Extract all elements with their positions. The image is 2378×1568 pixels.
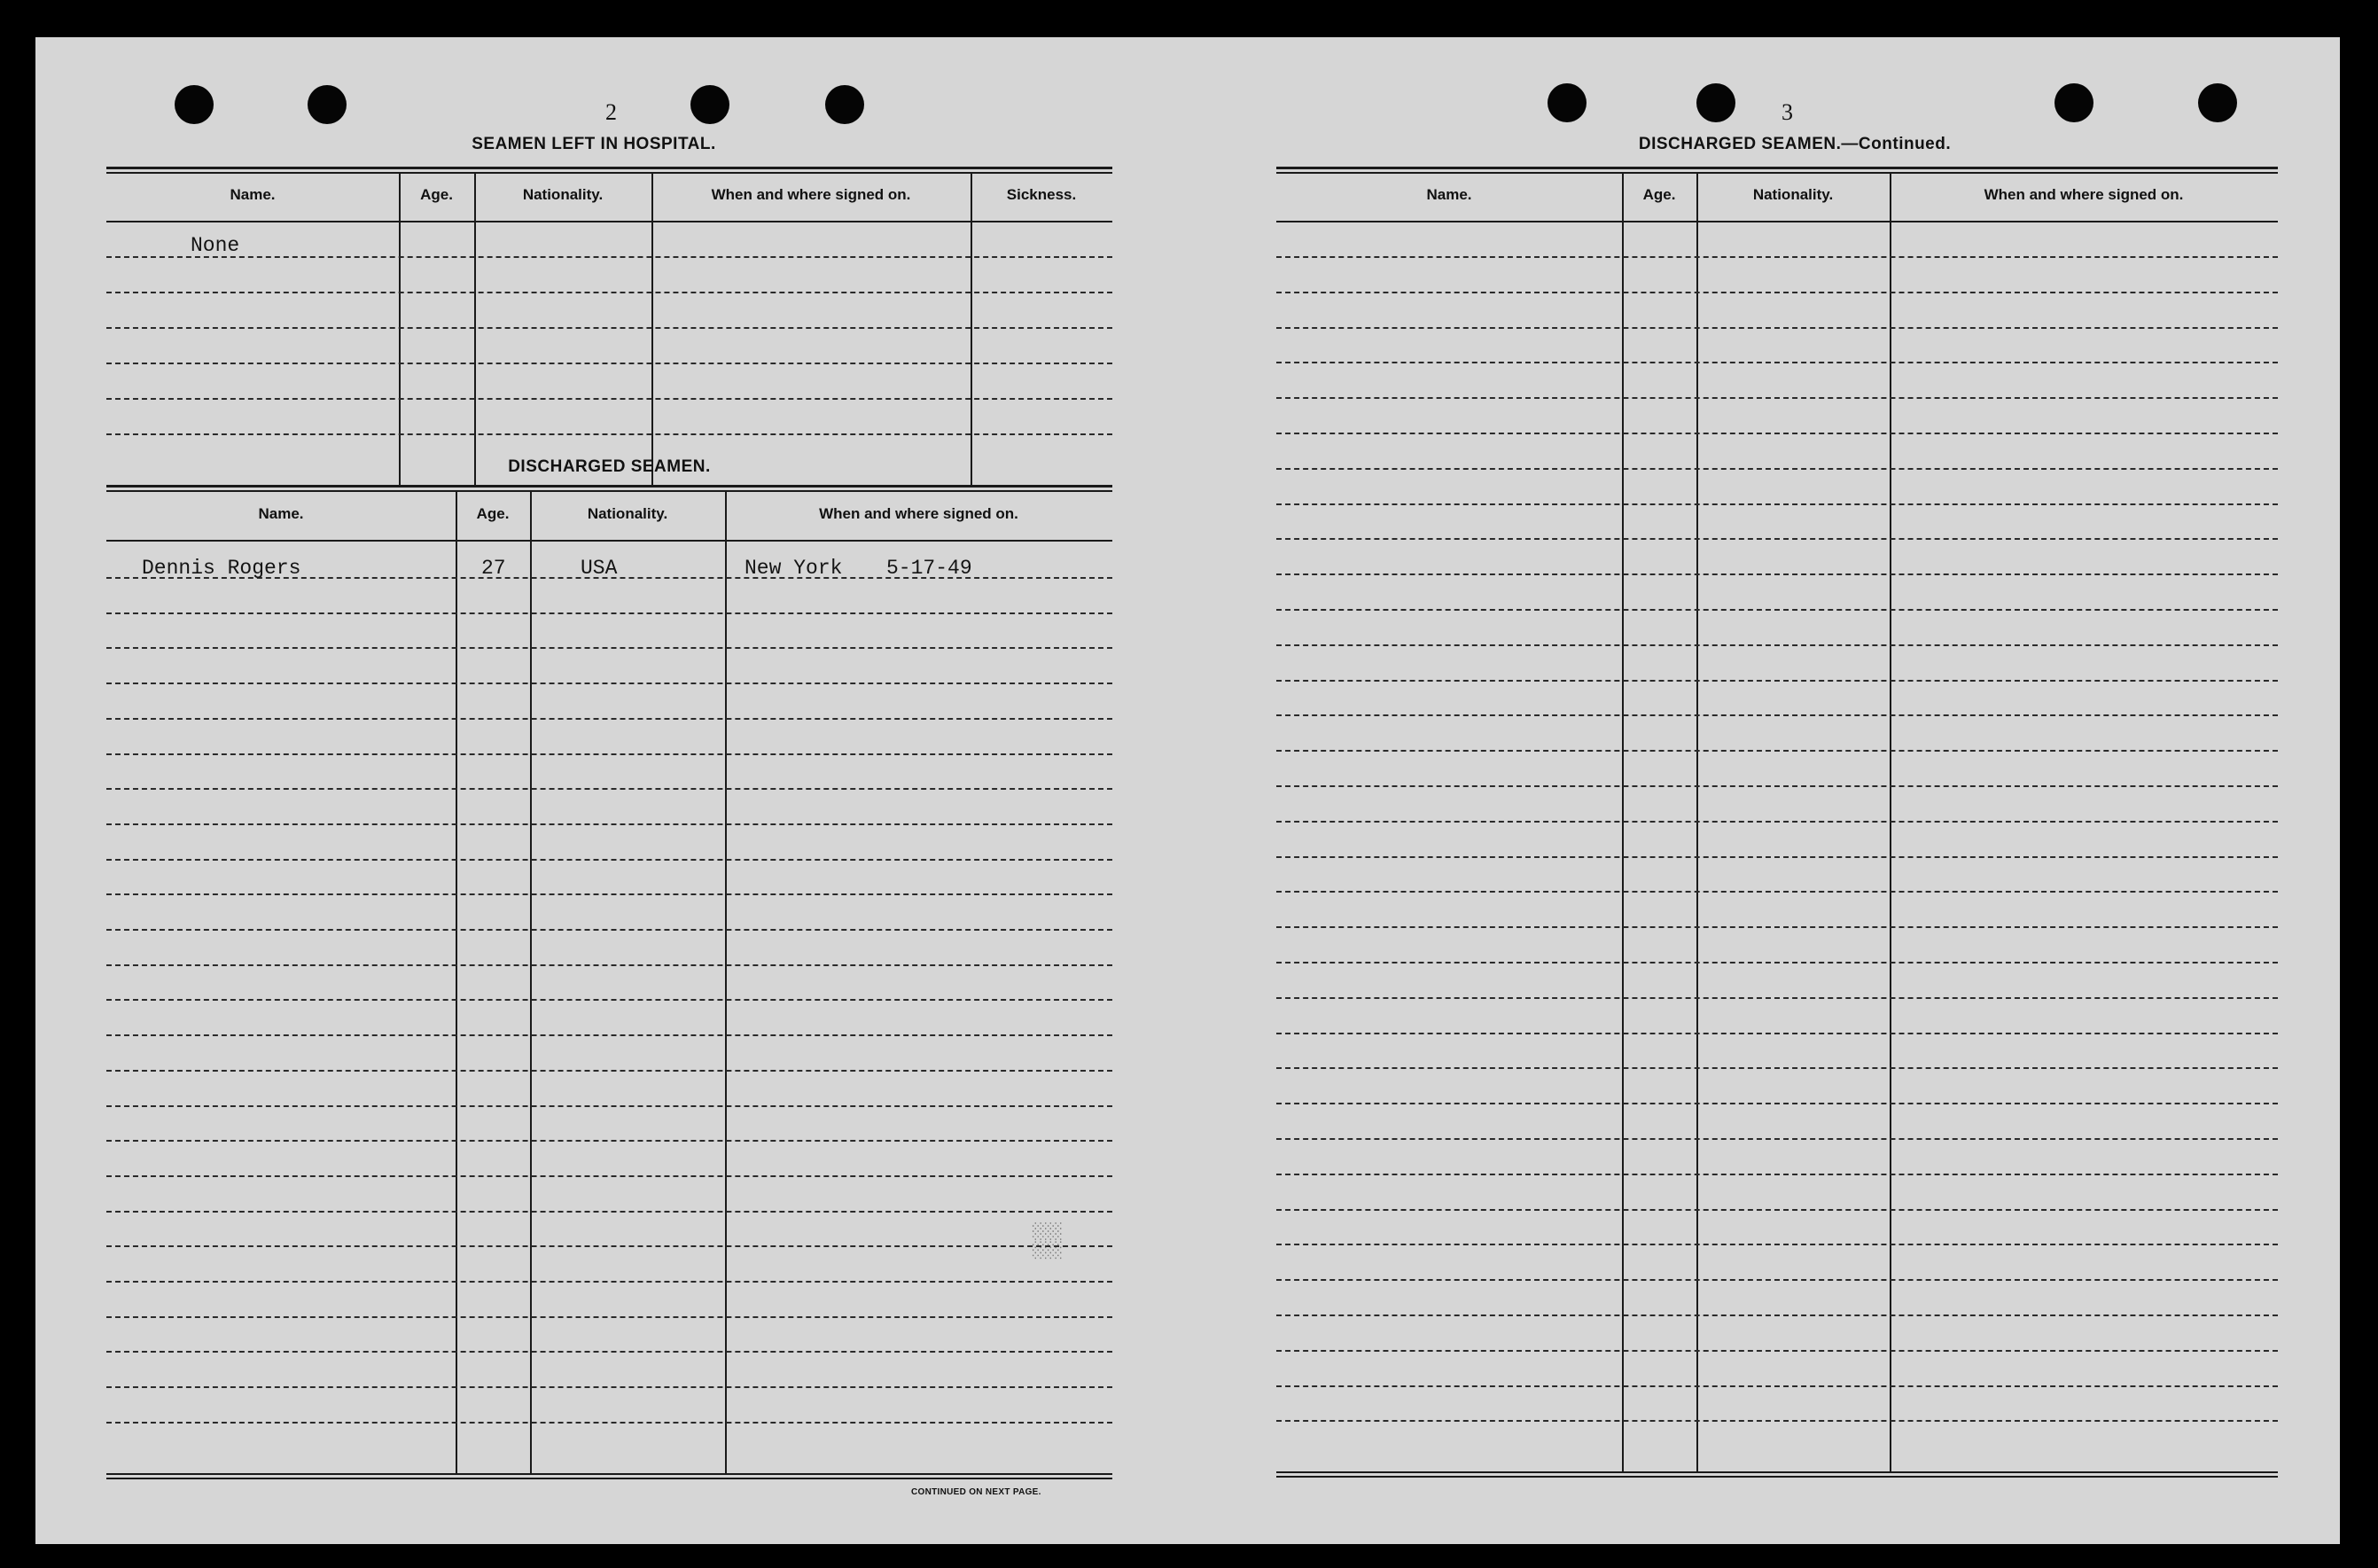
ruled-line	[106, 893, 1112, 895]
ruled-line	[1276, 1350, 2278, 1352]
table-top-rule	[106, 167, 1112, 169]
column-header-age: Age.	[420, 186, 453, 203]
column-header-signed-on: When and where signed on.	[1984, 186, 2184, 203]
ruled-line	[1276, 1033, 2278, 1034]
ruled-line	[106, 612, 1112, 614]
ruled-line	[1276, 714, 2278, 716]
ruled-line	[1276, 1244, 2278, 1245]
table-top-rule	[1276, 167, 2278, 169]
ruled-line	[1276, 1209, 2278, 1211]
table-bottom-rule	[1276, 1471, 2278, 1473]
ruled-line	[1276, 644, 2278, 646]
column-header-age: Age.	[476, 505, 510, 522]
ruled-line	[1276, 573, 2278, 575]
right-page	[1223, 37, 2340, 1544]
ruled-line	[106, 1105, 1112, 1107]
ruled-line	[1276, 609, 2278, 611]
ruled-line	[1276, 1103, 2278, 1104]
ruled-line	[106, 683, 1112, 684]
ruled-line	[106, 256, 1112, 258]
column-divider	[399, 174, 401, 485]
column-header-signed-on: When and where signed on.	[819, 505, 1018, 522]
ruled-line	[1276, 1067, 2278, 1069]
table-top-rule	[1276, 172, 2278, 174]
column-header-name: Name.	[258, 505, 304, 522]
continued-footnote: CONTINUED ON NEXT PAGE.	[911, 1487, 1041, 1497]
ruled-line	[106, 292, 1112, 293]
ruled-line	[106, 999, 1112, 1001]
ruled-line	[106, 1034, 1112, 1036]
ruled-line	[1276, 1138, 2278, 1140]
ruled-line	[1276, 926, 2278, 928]
ruled-line	[1276, 962, 2278, 963]
ruled-line	[1276, 750, 2278, 752]
table-top-rule	[106, 172, 1112, 174]
ruled-line	[106, 823, 1112, 825]
ruled-line	[106, 398, 1112, 400]
ruled-line	[106, 1386, 1112, 1388]
ruled-line	[1276, 256, 2278, 258]
ruled-line	[106, 433, 1112, 435]
ruled-line	[106, 1140, 1112, 1142]
ruled-line	[1276, 891, 2278, 893]
header-underline	[1276, 221, 2278, 222]
ruled-line	[106, 1281, 1112, 1283]
ruled-line	[1276, 1174, 2278, 1175]
ruled-line	[106, 1422, 1112, 1424]
table-bottom-rule	[106, 1478, 1112, 1479]
ruled-line	[1276, 292, 2278, 293]
ruled-line	[1276, 362, 2278, 363]
discharged-continued-title: DISCHARGED SEAMEN.—Continued.	[1638, 135, 1952, 153]
column-divider	[971, 174, 972, 485]
ruled-line	[106, 1211, 1112, 1213]
ruled-line	[106, 363, 1112, 364]
ruled-line	[1276, 1385, 2278, 1387]
left-page	[35, 37, 1223, 1544]
column-divider	[651, 174, 653, 485]
ruled-line	[1276, 1314, 2278, 1316]
ruled-line	[1276, 680, 2278, 682]
ruled-line	[106, 788, 1112, 790]
table-top-rule	[106, 485, 1112, 488]
page-number: 2	[605, 99, 617, 125]
ruled-line	[1276, 327, 2278, 329]
ruled-line	[106, 327, 1112, 329]
hospital-section-title: SEAMEN LEFT IN HOSPITAL.	[472, 135, 716, 153]
seaman-age: 27	[481, 557, 506, 580]
ruled-line	[1276, 503, 2278, 505]
ruled-line	[106, 929, 1112, 931]
ruled-line	[1276, 397, 2278, 399]
table-bottom-rule	[106, 1473, 1112, 1475]
column-divider	[1622, 174, 1624, 1471]
ruled-line	[106, 1245, 1112, 1247]
header-underline	[106, 221, 1112, 222]
column-divider	[1890, 174, 1891, 1471]
page-number: 3	[1782, 99, 1793, 125]
column-header-nationality: Nationality.	[587, 505, 668, 522]
seaman-name: Dennis Rogers	[142, 557, 301, 580]
ruled-line	[1276, 785, 2278, 787]
ruled-line	[1276, 538, 2278, 540]
seaman-signed-on-date: 5-17-49	[886, 557, 972, 580]
table-top-rule	[106, 490, 1112, 492]
ruled-line	[1276, 997, 2278, 999]
seaman-signed-on-place: New York	[745, 557, 843, 580]
column-divider	[530, 492, 532, 1473]
ruled-line	[106, 1351, 1112, 1353]
ruled-line	[106, 859, 1112, 861]
ruled-line	[106, 964, 1112, 966]
ruled-line	[1276, 468, 2278, 470]
column-header-nationality: Nationality.	[522, 186, 604, 203]
ruled-line	[1276, 1279, 2278, 1281]
discharged-section-title: DISCHARGED SEAMEN.	[508, 457, 711, 476]
ruled-line	[106, 1070, 1112, 1072]
faint-stamp-mark: ░░	[1033, 1221, 1063, 1260]
ruled-line	[106, 753, 1112, 755]
ruled-line	[1276, 433, 2278, 434]
document-paper	[35, 37, 2340, 1544]
ruled-line	[1276, 1420, 2278, 1422]
ruled-line	[1276, 821, 2278, 823]
ruled-line	[106, 718, 1112, 720]
seaman-nationality: USA	[581, 557, 618, 580]
table-bottom-rule	[1276, 1476, 2278, 1478]
column-divider	[725, 492, 727, 1473]
column-header-signed-on: When and where signed on.	[711, 186, 911, 203]
column-header-name: Name.	[230, 186, 276, 203]
ruled-line	[1276, 856, 2278, 858]
column-divider	[456, 492, 457, 1473]
column-divider	[1696, 174, 1698, 1471]
hospital-entry-name: None	[191, 234, 240, 257]
column-divider	[474, 174, 476, 485]
header-underline	[106, 540, 1112, 542]
column-header-name: Name.	[1426, 186, 1472, 203]
column-header-sickness: Sickness.	[1006, 186, 1077, 203]
column-header-nationality: Nationality.	[1752, 186, 1834, 203]
ruled-line	[106, 1175, 1112, 1177]
ruled-line	[106, 1316, 1112, 1318]
ruled-line	[106, 647, 1112, 649]
column-header-age: Age.	[1642, 186, 1676, 203]
